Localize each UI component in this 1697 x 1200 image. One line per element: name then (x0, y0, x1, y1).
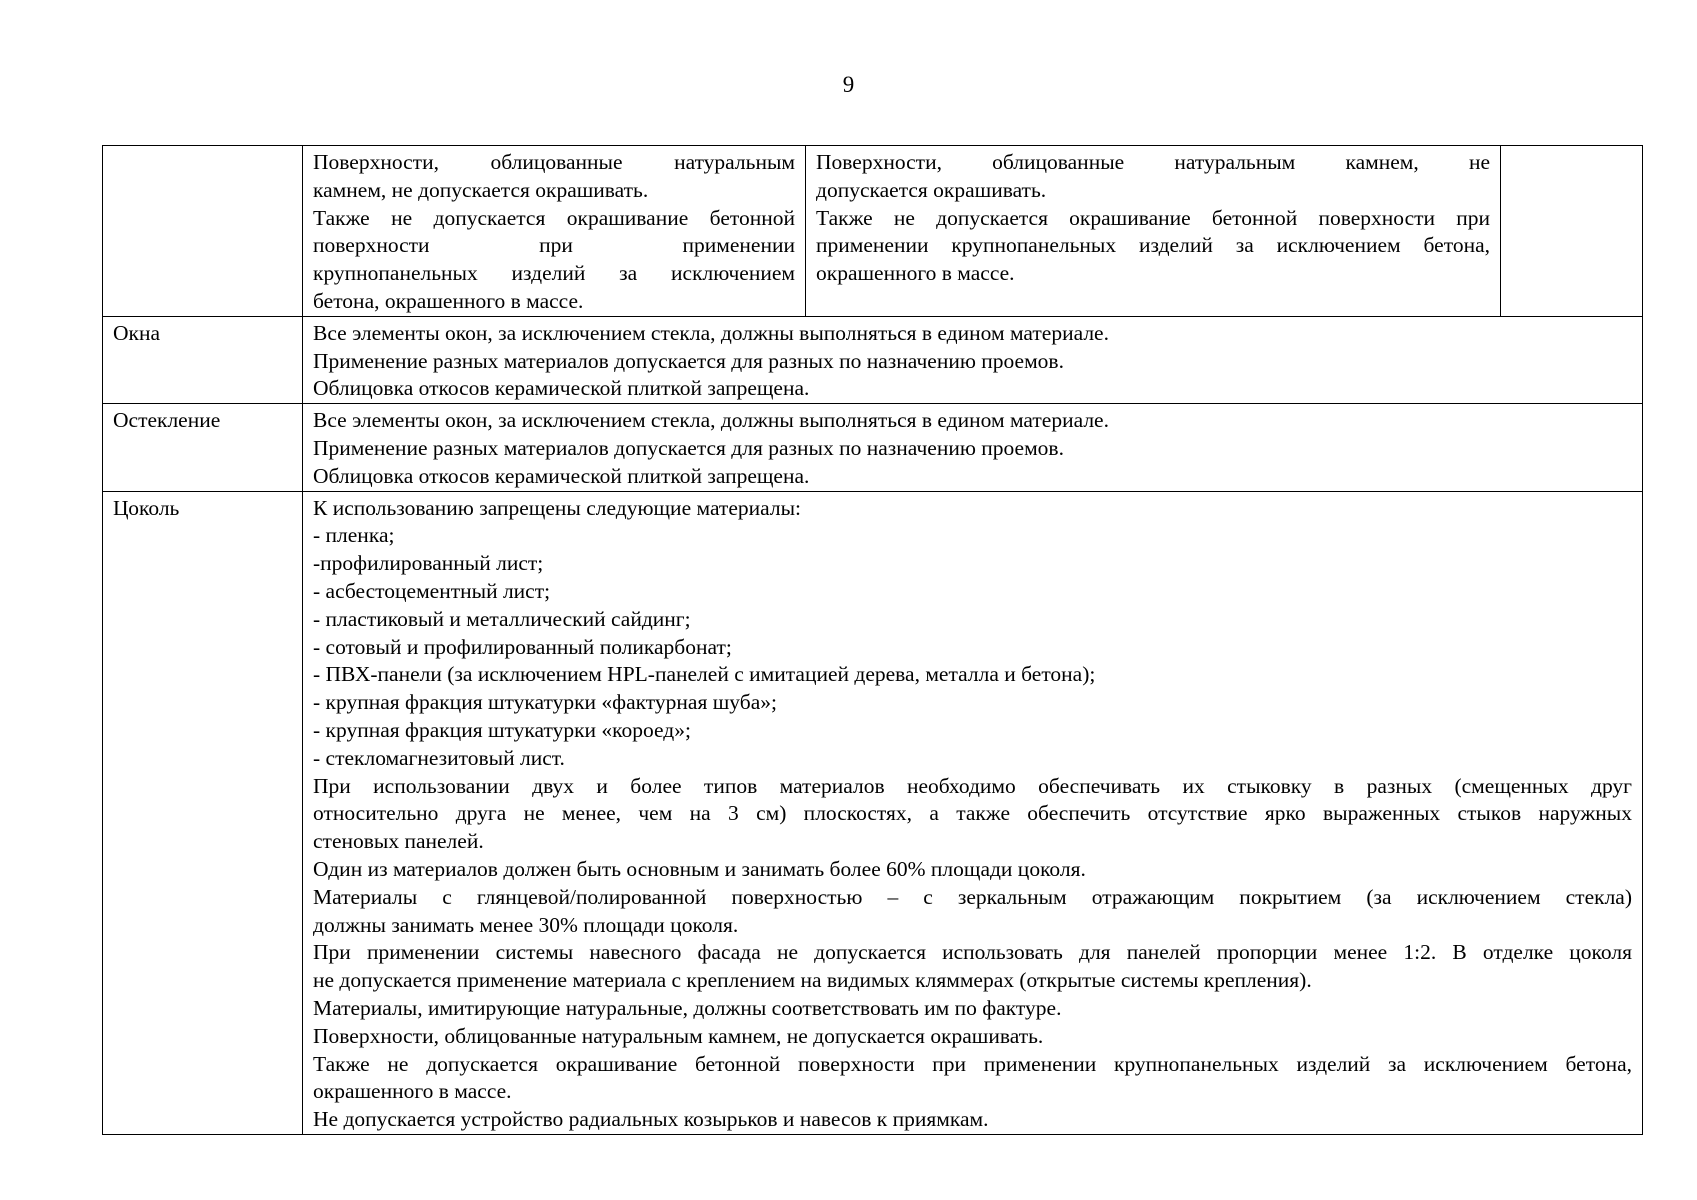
requirement-line: должны занимать менее 30% площади цоколя. (313, 912, 739, 937)
element-label: Остекление (103, 404, 303, 491)
empty-cell (1501, 146, 1643, 317)
table-row-continuation (103, 146, 1643, 317)
requirement-line: -профилированный лист; (313, 551, 544, 576)
requirement-line: - асбестоцементный лист; (313, 578, 551, 603)
requirement-line: Также не допускается окрашивание бетонной (313, 205, 795, 230)
element-label-cell (103, 146, 303, 317)
requirement-line: окрашенного в массе. (313, 1079, 512, 1104)
requirement-line: Один из материалов должен быть основным и занимать более 60% площади цоколя. (313, 856, 1086, 881)
requirement-line: не допускается применение материала с креплением на видимых кляммерах (открытые системы крепления). (313, 968, 1312, 993)
requirement-line: стеновых панелей. (313, 829, 484, 854)
requirement-text (816, 149, 1490, 288)
requirement-line: Все элементы окон, за исключением стекла, должны выполняться в едином материале. (313, 408, 1109, 433)
requirement-line: допускается окрашивать. (816, 177, 1047, 202)
element-label: Окна (103, 316, 303, 403)
requirement-line: применении крупнопанельных изделий за исключением бетона, (816, 233, 1490, 258)
requirement-line: При применении системы навесного фасада не допускается использовать для панелей пропорции менее 1:2. В отделке цоколя (313, 940, 1632, 965)
requirement-cell-right (806, 146, 1501, 317)
requirement-line: поверхности при применении (313, 233, 795, 258)
table-row-okna (103, 316, 1643, 403)
requirement-text (313, 149, 795, 316)
requirement-line: Поверхности, облицованные натуральным камнем, не допускается окрашивать. (313, 1023, 1044, 1048)
requirement-line: Материалы с глянцевой/полированной поверхностью – с зеркальным отражающим покрытием (за исключением стекла) (313, 884, 1632, 909)
requirement-line: Облицовка откосов керамической плиткой запрещена. (313, 463, 810, 488)
requirement-line: - пленка; (313, 523, 395, 548)
requirement-line: Материалы, имитирующие натуральные, должны соответствовать им по фактуре. (313, 995, 1062, 1020)
requirement-cell (303, 316, 1643, 403)
requirement-line: Поверхности, облицованные натуральным (313, 150, 795, 174)
requirement-line: крупнопанельных изделий за исключением (313, 261, 795, 286)
requirement-line: Не допускается устройство радиальных козырьков и навесов к приямкам. (313, 1107, 989, 1132)
requirement-line: Облицовка откосов керамической плиткой запрещена. (313, 376, 810, 401)
table-row-tsokol (103, 491, 1643, 1134)
requirement-line: относительно друга не менее, чем на 3 см) плоскостях, а также обеспечить отсутствие ярко выраженных стыков наружных (313, 801, 1632, 826)
requirement-cell (303, 404, 1643, 491)
requirement-line: При использовании двух и более типов материалов необходимо обеспечивать их стыковку в разных (смещенных друг (313, 773, 1632, 798)
requirement-line: - крупная фракция штукатурки «фактурная шуба»; (313, 690, 777, 715)
requirement-line: - пластиковый и металлический сайдинг; (313, 606, 691, 631)
requirement-line: Все элементы окон, за исключением стекла, должны выполняться в едином материале. (313, 320, 1109, 345)
requirement-line: окрашенного в массе. (816, 261, 1015, 286)
requirement-line: камнем, не допускается окрашивать. (313, 177, 649, 202)
requirement-line: Также не допускается окрашивание бетонной поверхности при применении крупнопанельных изделий за исключением бетона, (313, 1051, 1632, 1076)
element-label: Цоколь (103, 491, 303, 1134)
requirement-line: Применение разных материалов допускается для разных по назначению проемов. (313, 348, 1064, 373)
requirement-line: бетона, окрашенного в массе. (313, 288, 584, 313)
requirement-line: - ПВХ-панели (за исключением HPL-панелей с имитацией дерева, металла и бетона); (313, 662, 1096, 687)
requirement-line: Применение разных материалов допускается для разных по назначению проемов. (313, 435, 1064, 460)
requirement-text (313, 495, 1632, 1134)
requirement-line: - стекломагнезитовый лист. (313, 745, 565, 770)
requirement-line: Поверхности, облицованные натуральным камнем, не (816, 150, 1490, 174)
requirement-line: Также не допускается окрашивание бетонной поверхности при (816, 205, 1490, 230)
requirement-cell (303, 491, 1643, 1134)
requirement-line: - крупная фракция штукатурки «короед»; (313, 717, 691, 742)
table-row-osteklenie (103, 404, 1643, 491)
requirement-cell-left (303, 146, 806, 317)
page-number: 9 (842, 72, 855, 97)
requirement-line: К использованию запрещены следующие материалы: (313, 495, 802, 520)
requirements-table (102, 145, 1643, 1135)
requirement-line: - сотовый и профилированный поликарбонат; (313, 634, 732, 659)
